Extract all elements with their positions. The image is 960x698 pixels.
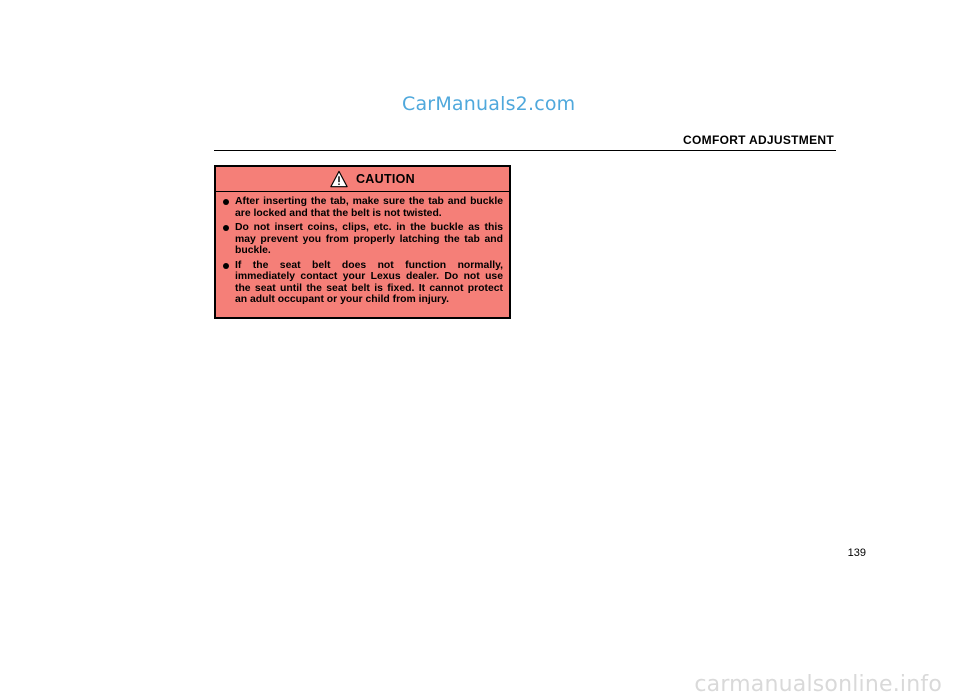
page-number: 139: [847, 547, 866, 559]
section-title: COMFORT ADJUSTMENT: [683, 133, 834, 147]
caution-box: [214, 165, 511, 319]
bullet-icon: [223, 199, 229, 205]
caution-item: [222, 196, 503, 219]
watermark-carmanuals2: CarManuals2.com: [402, 93, 576, 115]
caution-item-text: After inserting the tab, make sure the tab and buckle are locked and that the belt is not twisted.: [235, 196, 503, 219]
warning-triangle-icon: [330, 170, 348, 188]
bullet-icon: [223, 225, 229, 231]
caution-title: CAUTION: [355, 172, 416, 186]
caution-item: [222, 260, 503, 306]
bullet-icon: [223, 263, 229, 269]
caution-item-text: Do not insert coins, clips, etc. in the buckle as this may prevent you from properly latching the tab and buckle.: [235, 222, 503, 256]
caution-header: [216, 167, 509, 191]
caution-item: [222, 222, 503, 257]
caution-list: [216, 192, 509, 306]
header-rule: [214, 150, 836, 151]
caution-item-text: If the seat belt does not function normally, immediately contact your Lexus dealer. Do not use the seat until the seat belt is fixed. It cannot protect an adult occupant or your child from injury.: [235, 259, 503, 305]
watermark-carmanualsonline: carmanualsonline.info: [694, 672, 942, 697]
